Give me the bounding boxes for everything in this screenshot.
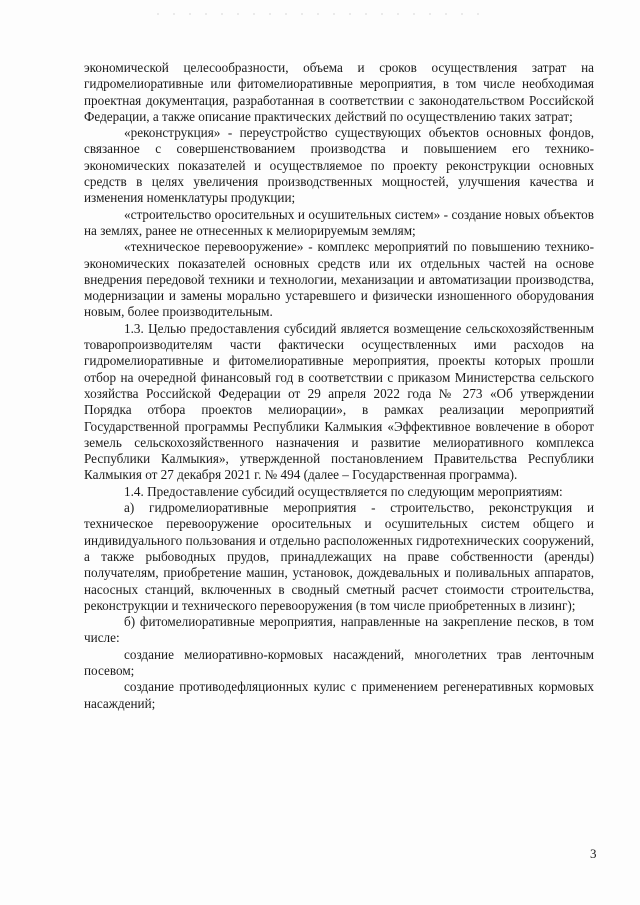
sub-item-forage-plantings: создание мелиоративно-кормовых насаждений, многолетних трав ленточным посевом;	[84, 646, 594, 678]
item-a-hydromelioration: а) гидромелиоративные мероприятия - строительство, реконструкция и техническое перевооружение оросительных и осушительных систем общего и индивидуального пользования и отдельно расположенных гидротехнических сооружений, а также рыбоводных прудов, принадлежащих на праве собственности (аренды) получателям, приобретение машин, установок, дождевальных и поливальных аппаратов, насосных станций, включенных в сводный сметный расчет стоимости строительства, реконструкции и технического перевооружения (в том числе приобретенных в лизинг);	[84, 500, 594, 613]
clause-1-4: 1.4. Предоставление субсидий осуществляется по следующим мероприятиям:	[124, 483, 563, 499]
item-b-phytomelioration: б) фитомелиоративные мероприятия, направленные на закрепление песков, в том числе:	[84, 614, 594, 646]
clause-1-3: 1.3. Целью предоставления субсидий является возмещение сельскохозяйственным товаропроизводителям части фактически осуществленных ими расходов на гидромелиоративные и фитомелиоративные мероприятия, проекты которых прошли отбор на очередной финансовый год в соответствии с приказом Министерства сельского хозяйства Российской Федерации от 29 апреля 2022 года № 273 «Об утверждении Порядка отбора проектов мелиорации», в рамках реализации мероприятий Государственной программы Республики Калмыкия «Эффективное вовлечение в оборот земель сельскохозяйственного назначения и развитие мелиоративного комплекса Республики Калмыкия», утвержденной постановлением Правительства Республики Калмыкия от 27 декабря 2021 г. № 494 (далее – Государственная программа).	[84, 320, 594, 483]
definition-construction: «строительство оросительных и осушительных систем» - создание новых объектов на землях, ранее не отнесенных к мелиорируемым землям;	[84, 206, 594, 238]
document-body	[84, 60, 594, 712]
sub-item-windbreak-curtains: создание противодефляционных кулис с применением регенеративных кормовых насаждений;	[84, 679, 594, 711]
definition-reequipment: «техническое перевооружение» - комплекс мероприятий по повышению технико-экономических показателей основных средств или их отдельных частей на основе внедрения передовой техники и технологии, механизации и автоматизации производства, модернизации и замены морально устаревшего и физически изношенного оборудования новым, более производительным.	[84, 239, 594, 320]
definition-reconstruction: «реконструкция» - переустройство существующих объектов основных фондов, связанное с совершенствованием производства и повышением его технико-экономических показателей и осуществляемое по проекту реконструкции основных средств в целях увеличения производственных мощностей, улучшения качества и изменения номенклатуры продукции;	[84, 125, 594, 206]
paragraph-continuation: экономической целесообразности, объема и сроков осуществления затрат на гидромелиоративные или фитомелиоративные мероприятия, в том числе необходимая проектная документация, разработанная в соответствии с законодательством Российской Федерации, а также описание практических действий по осуществлению таких затрат;	[84, 60, 594, 124]
scan-artifact	[150, 12, 480, 16]
page-number: 3	[590, 846, 597, 861]
